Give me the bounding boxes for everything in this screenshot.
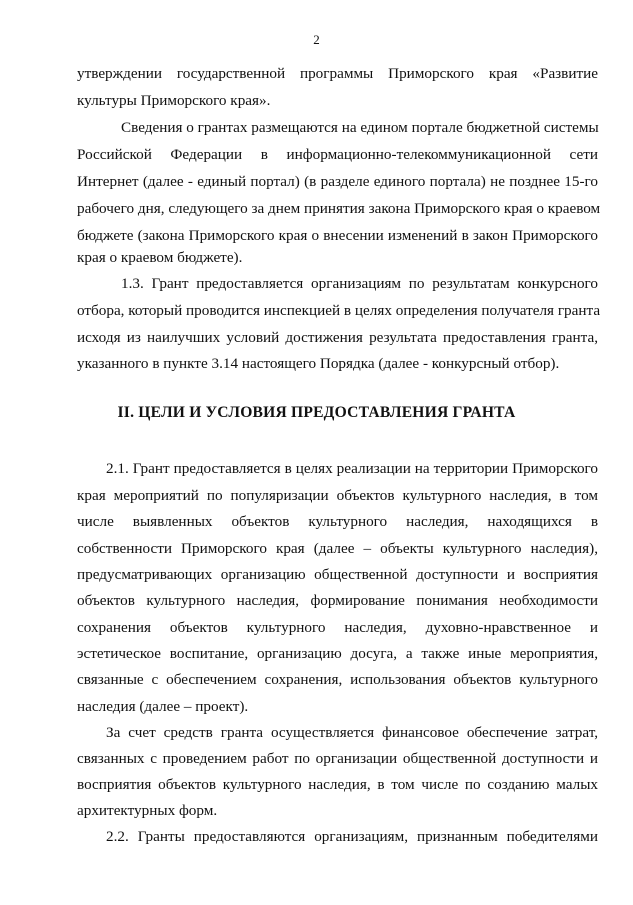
text-line: исходя из наилучших условий достижения результата предоставления гранта, xyxy=(77,329,598,346)
text-line: края о краевом бюджете). xyxy=(77,249,243,266)
text-line: края мероприятий по популяризации объектов культурного наследия, в том xyxy=(77,487,598,504)
text-line: Сведения о грантах размещаются на едином портале бюджетной системы xyxy=(121,119,599,136)
text-line: собственности Приморского края (далее – объекты культурного наследия), xyxy=(77,540,598,557)
text-line: За счет средств гранта осуществляется финансовое обеспечение затрат, xyxy=(106,724,598,741)
section-heading: II. ЦЕЛИ И УСЛОВИЯ ПРЕДОСТАВЛЕНИЯ ГРАНТА xyxy=(117,404,516,421)
text-line: рабочего дня, следующего за днем принятия закона Приморского края о краевом xyxy=(77,200,601,217)
text-line: связанных с проведением работ по организации общественной доступности и xyxy=(77,750,598,767)
text-line: бюджете (закона Приморского края о внесении изменений в закон Приморского xyxy=(77,227,598,244)
text-line: Интернет (далее - единый портал) (в разделе единого портала) не позднее 15-го xyxy=(77,173,598,190)
text-line: 2.1. Грант предоставляется в целях реализации на территории Приморского xyxy=(106,460,598,477)
text-line: наследия (далее – проект). xyxy=(77,698,249,715)
text-line: отбора, который проводится инспекцией в целях определения получателя гранта xyxy=(77,302,601,319)
text-line: объектов культурного наследия, формирование понимания необходимости xyxy=(77,592,598,609)
text-line: числе выявленных объектов культурного наследия, находящихся в xyxy=(77,513,598,530)
text-line: архитектурных форм. xyxy=(77,802,218,819)
text-line: утверждении государственной программы Приморского края «Развитие xyxy=(77,65,598,82)
text-line: указанного в пункте 3.14 настоящего Порядка (далее - конкурсный отбор). xyxy=(77,355,560,372)
text-line: культуры Приморского края». xyxy=(77,92,271,109)
text-line: сохранения объектов культурного наследия, духовно-нравственное и xyxy=(77,619,598,636)
text-line: 2.2. Гранты предоставляются организациям, признанным победителями xyxy=(106,828,598,845)
text-line: эстетическое воспитание, организацию досуга, а также иные мероприятия, xyxy=(77,645,598,662)
text-line: восприятия объектов культурного наследия, в том числе по созданию малых xyxy=(77,776,598,793)
text-line: Российской Федерации в информационно-телекоммуникационной сети xyxy=(77,146,598,163)
text-line: предусматривающих организацию общественной доступности и восприятия xyxy=(77,566,598,583)
text-line: 1.3. Грант предоставляется организациям по результатам конкурсного xyxy=(121,275,598,292)
page-number: 2 xyxy=(313,32,320,47)
text-line: связанные с обеспечением сохранения, использования объектов культурного xyxy=(77,671,598,688)
